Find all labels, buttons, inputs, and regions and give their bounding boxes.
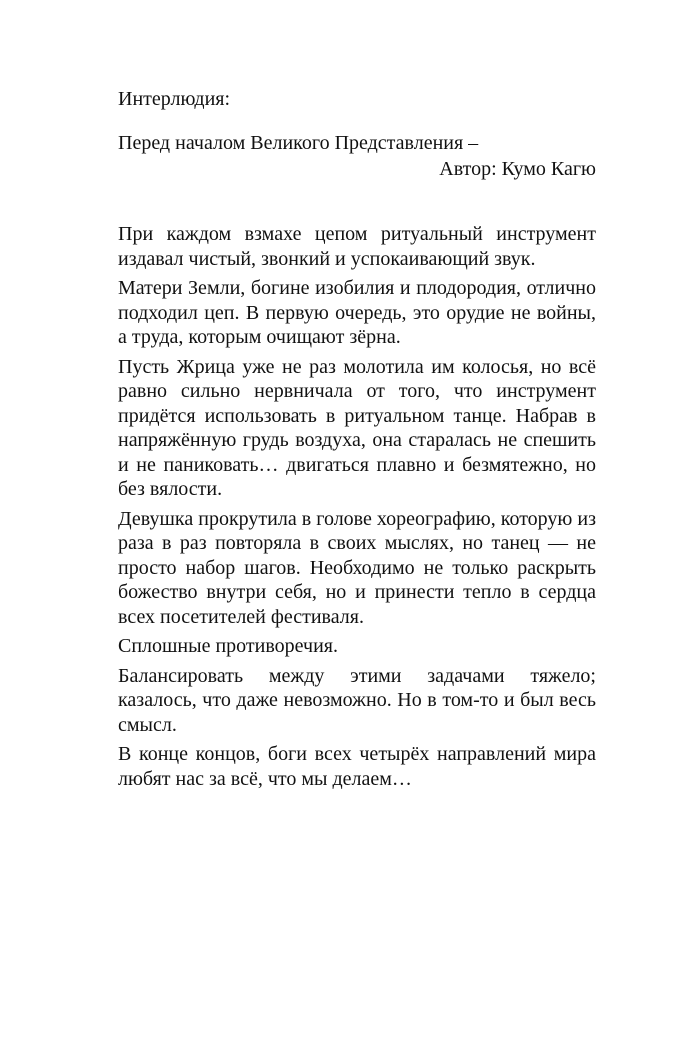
book-page [118, 86, 596, 791]
author-line: Автор: Кумо Кагю [439, 158, 596, 180]
paragraph: В конце концов, боги всех четырёх направлений мира любят нас за всё, что мы делаем… [118, 743, 596, 790]
body-text [118, 222, 596, 791]
paragraph: Балансировать между этими задачами тяжело; казалось, что даже невозможно. Но в том-то и был весь смысл. [118, 664, 596, 736]
chapter-subtitle: Перед началом Великого Представления – [118, 132, 479, 154]
interlude-label: Интерлюдия: [118, 88, 231, 110]
chapter-heading [118, 86, 596, 182]
paragraph: При каждом взмахе цепом ритуальный инструмент издавал чистый, звонкий и успокаивающий звук. [118, 223, 596, 270]
paragraph: Матери Земли, богине изобилия и плодородия, отлично подходил цеп. В первую очередь, это орудие не войны, а труда, которым очищают зёрна. [118, 277, 596, 348]
paragraph: Сплошные противоречия. [118, 635, 338, 657]
paragraph: Пусть Жрица уже не раз молотила им колосья, но всё равно сильно нервничала от того, что инструмент придётся использовать в ритуальном танце. Набрав в напряжённую грудь воздуха, она старалась не спешить и не паниковать… двигаться плавно и безмятежно, но без вялости. [118, 355, 596, 500]
paragraph: Девушка прокрутила в голове хореографию, которую из раза в раз повторяла в своих мыслях, но танец — не просто набор шагов. Необходимо не только раскрыть божество внутри себя, но и принести тепло в сердца всех посетителей фестиваля. [118, 507, 596, 628]
